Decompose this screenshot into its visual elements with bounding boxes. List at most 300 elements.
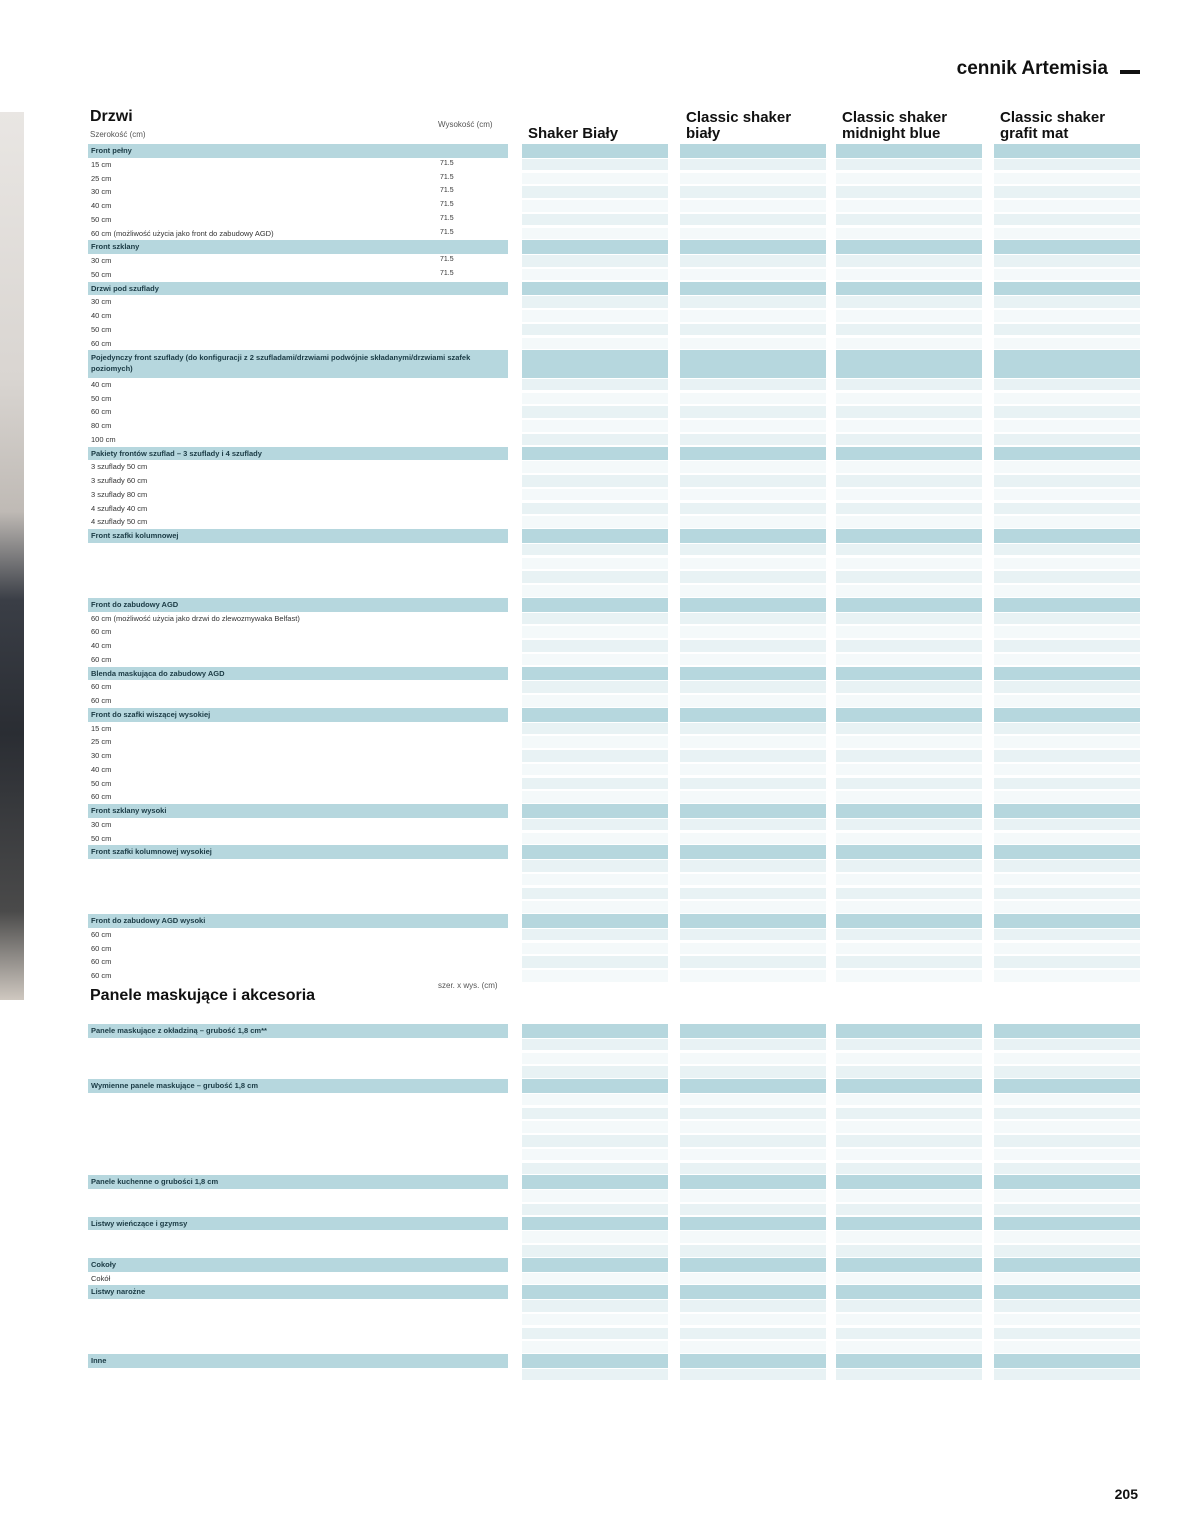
group-header-bg: [88, 1285, 508, 1299]
row-label: 60 cm: [91, 929, 112, 939]
price-cell: [836, 1135, 982, 1147]
price-cell: [680, 654, 826, 666]
price-cell: [836, 956, 982, 968]
group-header-bg: [522, 1175, 668, 1189]
price-cell: [994, 888, 1140, 900]
price-cell: [680, 1204, 826, 1216]
price-cell: [522, 901, 668, 913]
price-cell: [994, 420, 1140, 432]
table-row: [0, 625, 1200, 639]
row-label: 40 cm: [91, 311, 112, 320]
price-cell: [680, 929, 826, 941]
table-row: [0, 295, 1200, 309]
table-row: [0, 433, 1200, 447]
price-cell: [522, 1328, 668, 1340]
price-cell: [680, 544, 826, 556]
size-header: szer. x wys. (cm): [438, 981, 498, 990]
price-cell: [994, 1121, 1140, 1133]
table-row: [0, 1230, 1200, 1244]
group-header-bg: [522, 447, 668, 461]
price-cell: [522, 173, 668, 185]
price-cell: [836, 1190, 982, 1202]
row-dimension: 71.5: [440, 269, 454, 277]
price-cell: [836, 571, 982, 583]
price-cell: [680, 956, 826, 968]
price-cell: [836, 406, 982, 418]
price-cell: [522, 1108, 668, 1120]
price-cell: [522, 310, 668, 322]
price-cell: [522, 296, 668, 308]
price-cell: [836, 1039, 982, 1051]
table-row: [0, 1107, 1200, 1121]
price-cell: [680, 558, 826, 570]
price-cell: [522, 1369, 668, 1381]
price-cell: [836, 1163, 982, 1175]
table-row: [0, 1244, 1200, 1258]
group-header-label: Front do zabudowy AGD: [91, 599, 179, 609]
group-header-bg: [994, 350, 1140, 378]
group-header-bg: [680, 845, 826, 859]
price-cell: [522, 626, 668, 638]
row-label: 100 cm: [91, 434, 116, 444]
group-header-bg: [522, 845, 668, 859]
row-label: 50 cm: [91, 269, 112, 279]
table-row: [0, 777, 1200, 791]
price-cell: [994, 186, 1140, 198]
price-cell: [680, 503, 826, 515]
table-row: [0, 969, 1200, 983]
price-cell: [994, 200, 1140, 212]
group-header-bg: [836, 1217, 982, 1231]
group-header-bg: [680, 1217, 826, 1231]
price-cell: [994, 833, 1140, 845]
row-label: 50 cm: [91, 393, 112, 403]
price-cell: [522, 338, 668, 350]
price-cell: [680, 255, 826, 267]
price-cell: [994, 791, 1140, 803]
price-cell: [836, 393, 982, 405]
price-cell: [680, 310, 826, 322]
price-cell: [994, 1204, 1140, 1216]
group-header-bg: [994, 845, 1140, 859]
row-label: 40 cm: [91, 201, 112, 210]
price-cell: [994, 269, 1140, 281]
row-label: 30 cm: [91, 819, 112, 829]
price-cell: [522, 1039, 668, 1051]
price-cell: [522, 1066, 668, 1078]
price-cell: [522, 819, 668, 831]
price-cell: [994, 681, 1140, 693]
group-header-bg: [836, 708, 982, 722]
price-cell: [522, 970, 668, 982]
table-row: [0, 213, 1200, 227]
group-header: [0, 1079, 1200, 1093]
price-cell: [522, 1094, 668, 1106]
group-header: [0, 1354, 1200, 1368]
table-row: [0, 790, 1200, 804]
table-row: [0, 227, 1200, 241]
row-label: 60 cm: [91, 971, 112, 980]
price-cell: [994, 516, 1140, 528]
group-header-bg: [836, 447, 982, 461]
row-label: 25 cm: [91, 173, 112, 183]
price-cell: [680, 461, 826, 473]
group-header-bg: [522, 144, 668, 158]
group-header-label: Inne: [91, 1356, 107, 1365]
price-cell: [836, 626, 982, 638]
price-cell: [522, 585, 668, 597]
price-cell: [836, 613, 982, 625]
price-cell: [836, 860, 982, 872]
group-header-bg: [836, 845, 982, 859]
price-cell: [836, 255, 982, 267]
table-row: [0, 818, 1200, 832]
price-cell: [836, 544, 982, 556]
table-row: [0, 378, 1200, 392]
height-header: Wysokość (cm): [438, 120, 493, 129]
row-label: 25 cm: [91, 737, 112, 747]
table-row: [0, 158, 1200, 172]
group-header-bg: [88, 240, 508, 254]
price-cell: [836, 159, 982, 171]
price-cell: [522, 1273, 668, 1285]
group-header-bg: [680, 447, 826, 461]
price-cell: [680, 393, 826, 405]
price-cell: [680, 778, 826, 790]
price-cell: [522, 379, 668, 391]
product-header-1: Shaker Biały: [528, 125, 619, 142]
group-header-bg: [994, 282, 1140, 296]
price-cell: [522, 503, 668, 515]
row-label: 40 cm: [91, 379, 112, 389]
price-cell: [994, 1341, 1140, 1353]
group-header-bg: [522, 804, 668, 818]
group-header-bg: [522, 350, 668, 378]
price-cell: [680, 406, 826, 418]
table-row: [0, 323, 1200, 337]
group-header-label: Pakiety frontów szuflad – 3 szuflady i 4 szuflady: [91, 448, 262, 458]
group-header: [0, 282, 1200, 296]
table-row: [0, 337, 1200, 351]
table-row: [0, 419, 1200, 433]
group-header-bg: [994, 598, 1140, 612]
price-cell: [680, 434, 826, 446]
price-cell: [680, 1190, 826, 1202]
price-cell: [522, 228, 668, 240]
price-cell: [836, 695, 982, 707]
table-row: [0, 955, 1200, 969]
price-cell: [994, 901, 1140, 913]
price-cell: [522, 778, 668, 790]
group-header-bg: [836, 1175, 982, 1189]
group-header-bg: [994, 144, 1140, 158]
group-header-label: Front szklany: [91, 242, 140, 252]
price-cell: [836, 1094, 982, 1106]
price-cell: [836, 764, 982, 776]
row-label: 60 cm (możliwość użycia jako front do zabudowy AGD): [91, 228, 274, 238]
group-header-bg: [522, 914, 668, 928]
price-cell: [994, 503, 1140, 515]
table-row: [0, 309, 1200, 323]
price-cell: [680, 1300, 826, 1312]
table-row: [0, 570, 1200, 584]
price-cell: [836, 874, 982, 886]
price-cell: [836, 1204, 982, 1216]
price-cell: [836, 943, 982, 955]
price-cell: [994, 434, 1140, 446]
group-header-bg: [680, 1285, 826, 1299]
table-row: [0, 1093, 1200, 1107]
group-header-bg: [680, 1175, 826, 1189]
group-header-bg: [88, 1258, 508, 1272]
group-header-bg: [836, 144, 982, 158]
price-cell: [994, 393, 1140, 405]
price-cell: [680, 1369, 826, 1381]
price-cell: [680, 1135, 826, 1147]
row-label: 30 cm: [91, 297, 112, 307]
table-row: [0, 639, 1200, 653]
price-cell: [994, 613, 1140, 625]
group-header-bg: [836, 1354, 982, 1368]
group-header-bg: [522, 240, 668, 254]
price-cell: [836, 1149, 982, 1161]
price-cell: [522, 1121, 668, 1133]
section-title-panele: Panele maskujące i akcesoria: [90, 987, 316, 1004]
price-cell: [522, 324, 668, 336]
price-cell: [680, 640, 826, 652]
price-cell: [994, 558, 1140, 570]
table-row: [0, 928, 1200, 942]
price-cell: [994, 1328, 1140, 1340]
table-row: [0, 749, 1200, 763]
price-cell: [680, 874, 826, 886]
table-row: [0, 859, 1200, 873]
price-cell: [522, 1163, 668, 1175]
price-cell: [994, 943, 1140, 955]
price-cell: [522, 874, 668, 886]
price-cell: [680, 489, 826, 501]
price-cell: [522, 434, 668, 446]
price-cell: [680, 228, 826, 240]
price-cell: [836, 489, 982, 501]
price-cell: [994, 255, 1140, 267]
row-label: 3 szuflady 50 cm: [91, 462, 148, 472]
price-cell: [994, 228, 1140, 240]
price-cell: [994, 764, 1140, 776]
table-row: [0, 1052, 1200, 1066]
row-label: 50 cm: [91, 833, 112, 843]
price-cell: [522, 1231, 668, 1243]
table-row: [0, 722, 1200, 736]
price-cell: [522, 1204, 668, 1216]
group-header-bg: [994, 1354, 1140, 1368]
row-label: 60 cm: [91, 957, 112, 967]
row-label: 60 cm: [91, 792, 112, 802]
group-header-bg: [994, 529, 1140, 543]
group-header-bg: [836, 1285, 982, 1299]
price-cell: [522, 558, 668, 570]
price-cell: [994, 173, 1140, 185]
price-cell: [836, 186, 982, 198]
product-header-3: Classic shaker midnight blue: [842, 109, 948, 142]
price-cell: [522, 406, 668, 418]
price-cell: [836, 1341, 982, 1353]
group-header-bg: [522, 1217, 668, 1231]
price-cell: [836, 1053, 982, 1065]
price-cell: [994, 654, 1140, 666]
table-row: [0, 460, 1200, 474]
table-row: [0, 405, 1200, 419]
price-cell: [680, 420, 826, 432]
row-label: 60 cm: [91, 943, 112, 953]
price-cell: [836, 736, 982, 748]
row-label: 4 szuflady 40 cm: [91, 503, 148, 513]
price-cell: [680, 571, 826, 583]
group-header-bg: [994, 1079, 1140, 1093]
group-header-bg: [836, 1024, 982, 1038]
group-header-bg: [994, 1258, 1140, 1272]
row-label: 60 cm (możliwość użycia jako drzwi do zlewozmywaka Belfast): [91, 613, 300, 623]
group-header-bg: [680, 529, 826, 543]
row-label: 60 cm: [91, 338, 112, 348]
price-cell: [994, 860, 1140, 872]
price-cell: [836, 324, 982, 336]
price-cell: [522, 956, 668, 968]
price-cell: [680, 1039, 826, 1051]
group-header-bg: [680, 282, 826, 296]
group-header-label: Front szafki kolumnowej: [91, 531, 179, 540]
price-cell: [522, 860, 668, 872]
group-header-bg: [680, 804, 826, 818]
price-cell: [836, 901, 982, 913]
group-header-bg: [994, 804, 1140, 818]
price-cell: [522, 929, 668, 941]
group-header-bg: [680, 914, 826, 928]
table-row: [0, 680, 1200, 694]
table-row: [0, 1203, 1200, 1217]
brand-bar: [1120, 70, 1140, 74]
group-header-bg: [88, 144, 508, 158]
price-cell: [522, 695, 668, 707]
price-cell: [836, 585, 982, 597]
price-cell: [680, 888, 826, 900]
group-header-bg: [680, 1024, 826, 1038]
group-header-bg: [836, 240, 982, 254]
group-header-bg: [836, 350, 982, 378]
row-dimension: 71.5: [440, 256, 454, 263]
price-cell: [680, 1341, 826, 1353]
table-row: [0, 502, 1200, 516]
price-cell: [522, 186, 668, 198]
price-cell: [994, 159, 1140, 171]
price-cell: [522, 943, 668, 955]
group-header: [0, 144, 1200, 158]
group-header-label: Front do szafki wiszącej wysokiej: [91, 709, 211, 719]
group-header-bg: [522, 1258, 668, 1272]
price-cell: [522, 393, 668, 405]
price-cell: [994, 489, 1140, 501]
price-cell: [680, 764, 826, 776]
price-cell: [994, 1300, 1140, 1312]
price-cell: [836, 778, 982, 790]
group-header-bg: [680, 667, 826, 681]
group-header-bg: [836, 1258, 982, 1272]
group-header-bg: [88, 1354, 508, 1368]
price-cell: [836, 1108, 982, 1120]
price-cell: [680, 1314, 826, 1326]
price-cell: [836, 434, 982, 446]
table-row: [0, 1065, 1200, 1079]
group-header-bg: [994, 708, 1140, 722]
price-cell: [994, 1135, 1140, 1147]
price-cell: [994, 819, 1140, 831]
group-header-bg: [680, 240, 826, 254]
group-header-label: Front do zabudowy AGD wysoki: [91, 916, 206, 925]
price-cell: [994, 1108, 1140, 1120]
price-cell: [994, 1314, 1140, 1326]
price-cell: [522, 1300, 668, 1312]
price-cell: [680, 379, 826, 391]
price-cell: [994, 1190, 1140, 1202]
table-row: [0, 1148, 1200, 1162]
table-row: [0, 763, 1200, 777]
price-cell: [680, 736, 826, 748]
table-row: [0, 612, 1200, 626]
price-cell: [994, 736, 1140, 748]
price-cell: [836, 503, 982, 515]
price-cell: [836, 750, 982, 762]
group-header-bg: [680, 1079, 826, 1093]
row-dimension: 71.5: [440, 214, 454, 222]
price-cell: [680, 1273, 826, 1285]
group-header-bg: [522, 1285, 668, 1299]
price-cell: [836, 929, 982, 941]
price-cell: [522, 420, 668, 432]
group-header-label: Listwy wieńczące i gzymsy: [91, 1218, 188, 1228]
group-header: [0, 1258, 1200, 1272]
price-cell: [680, 819, 826, 831]
table-row: [0, 515, 1200, 529]
price-cell: [680, 173, 826, 185]
group-header-bg: [680, 708, 826, 722]
group-header-bg: [680, 350, 826, 378]
price-cell: [522, 269, 668, 281]
group-header-bg: [836, 667, 982, 681]
price-cell: [836, 1369, 982, 1381]
price-cell: [994, 461, 1140, 473]
price-cell: [994, 778, 1140, 790]
price-cell: [994, 723, 1140, 735]
price-cell: [522, 255, 668, 267]
price-cell: [836, 1328, 982, 1340]
price-cell: [994, 571, 1140, 583]
row-label: 80 cm: [91, 421, 112, 430]
section-title-drzwi: Drzwi: [90, 108, 133, 125]
table-row: [0, 254, 1200, 268]
group-header-label: Listwy narożne: [91, 1287, 146, 1297]
price-cell: [836, 970, 982, 982]
row-label: 60 cm: [91, 682, 112, 692]
table-row: [0, 1134, 1200, 1148]
price-cell: [994, 296, 1140, 308]
table-row: [0, 942, 1200, 956]
price-cell: [836, 269, 982, 281]
price-cell: [836, 1245, 982, 1257]
group-header-label: Front szafki kolumnowej wysokiej: [91, 847, 212, 857]
product-header-2: Classic shaker biały: [686, 109, 792, 142]
table-row: [0, 1162, 1200, 1176]
price-cell: [836, 338, 982, 350]
